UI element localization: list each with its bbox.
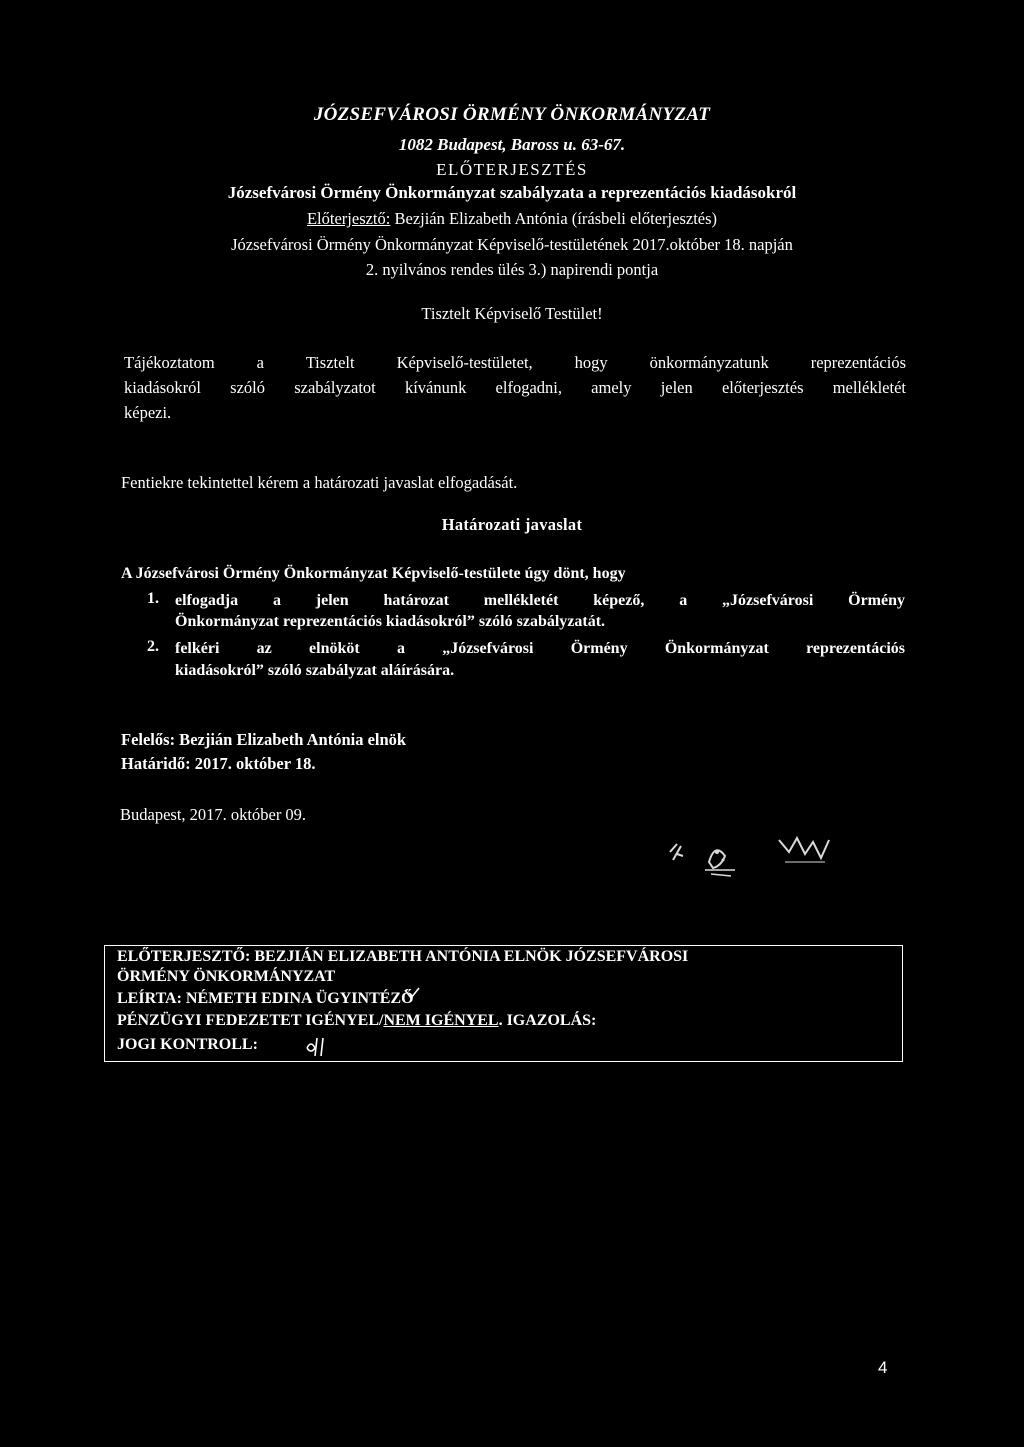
footer-line-written-by: LEÍRTA: NÉMETH EDINA ÜGYINTÉZŐ [117, 990, 414, 1007]
initials-signature-icon [303, 1034, 333, 1060]
resolution-item-number: 2. [147, 638, 159, 655]
salutation: Tisztelt Képviselő Testület! [421, 304, 603, 323]
resolution-title: Határozati javaslat [441, 515, 583, 534]
request-text: Fentiekre tekintettel kérem a határozati javaslat elfogadását. [121, 473, 518, 492]
presenter-value: Bezjián Elizabeth Antónia (írásbeli előterjesztés) [390, 209, 718, 228]
stamp-mark-icon [775, 832, 835, 872]
resolution-item-line: elfogadja a jelen határozat mellékletét képező, a „Józsefvárosi Örmény [175, 592, 905, 609]
intro-paragraph [124, 350, 906, 425]
header-meeting: Józsefvárosi Örmény Önkormányzat Képviselő-testületének 2017.október 18. napján [231, 235, 793, 254]
resolution-lead: A Józsefvárosi Örmény Önkormányzat Képviselő-testülete úgy dönt, hogy [121, 565, 626, 582]
footer-finance-c: NEM IGÉNYEL [383, 1012, 499, 1029]
header-org: JÓZSEFVÁROSI ÖRMÉNY ÖNKORMÁNYZAT [313, 104, 711, 125]
resolution-item-line: felkéri az elnököt a „Józsefvárosi Örmény Önkormányzat reprezentációs [175, 640, 905, 657]
header-doc-type: ELŐTERJESZTÉS [436, 160, 588, 179]
place-date: Budapest, 2017. október 09. [120, 805, 307, 824]
footer-line-presenter [117, 948, 688, 966]
intro-line: képezi. [124, 403, 172, 422]
footer-line-finance [117, 1012, 596, 1030]
footer-presenter-title: ELNÖK JÓZSEFVÁROSI [503, 948, 689, 965]
header-presenter [0, 209, 1024, 229]
footer-approval-box [104, 945, 903, 1062]
footer-finance-a: PÉNZÜGYI FEDEZETET IGÉNY [117, 1012, 358, 1029]
resolution-item-number: 1. [147, 590, 159, 607]
signature-scribble-icon [665, 832, 745, 882]
responsible-person: Felelős: Bezjián Elizabeth Antónia elnök [121, 730, 407, 749]
footer-finance-b: EL/ [357, 1012, 384, 1029]
header-session: 2. nyilvános rendes ülés 3.) napirendi pontja [365, 260, 659, 279]
check-mark-icon [403, 986, 421, 1002]
header-address: 1082 Budapest, Baross u. 63-67. [398, 135, 626, 154]
page-number: 4 [878, 1358, 888, 1377]
footer-presenter-text: ELŐTERJESZTŐ: BEZJIÁN ELIZABETH ANTÓNIA [117, 948, 504, 965]
header-subject: Józsefvárosi Örmény Önkormányzat szabályzata a reprezentációs kiadásokról [227, 183, 797, 202]
footer-line-legal: JOGI KONTROLL: [117, 1036, 258, 1053]
deadline: Határidő: 2017. október 18. [121, 754, 316, 773]
intro-line: Tájékoztatom a Tisztelt Képviselő-testületet, hogy önkormányzatunk reprezentációs [124, 353, 906, 372]
resolution-item-line: kiadásokról” szóló szabályzat aláírására. [175, 662, 455, 679]
footer-line-org: ÖRMÉNY ÖNKORMÁNYZAT [117, 968, 336, 985]
presenter-label: Előterjesztő: [306, 209, 391, 228]
footer-finance-d: . IGAZOLÁS: [498, 1012, 597, 1029]
resolution-item-line: Önkormányzat reprezentációs kiadásokról” szóló szabályzatát. [175, 613, 606, 630]
intro-line: kiadásokról szóló szabályzatot kívánunk elfogadni, amely jelen előterjesztés mellékletét [124, 378, 906, 397]
